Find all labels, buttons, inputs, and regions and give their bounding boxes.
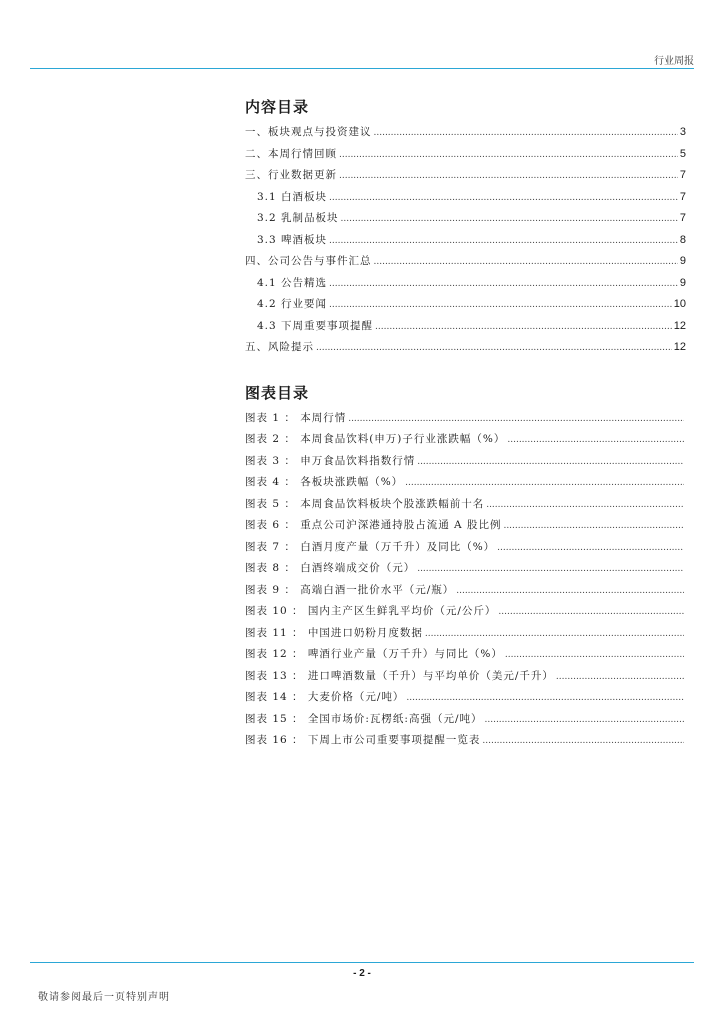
toc-entry-text: 四、公司公告与事件汇总: [245, 255, 372, 267]
figure-entry-text: 图表 15 ： 全国市场价:瓦楞纸:高强（元/吨）: [245, 712, 483, 725]
dot-leader: [556, 672, 684, 682]
toc-entry-text: 3.3 啤酒板块: [257, 233, 328, 246]
toc-title: 内容目录: [245, 98, 310, 116]
figure-entry[interactable]: [245, 646, 686, 668]
toc-entry-page: 10: [673, 298, 686, 310]
figure-entry-text: 图表 6 ： 重点公司沪深港通持股占流通 A 股比例: [245, 519, 502, 531]
figure-entry-text: 图表 14 ： 大麦价格（元/吨）: [245, 691, 405, 703]
dot-leader: [482, 736, 684, 746]
toc-entry-text: 4.1 公告精选: [257, 276, 328, 289]
dot-leader: [329, 193, 678, 203]
figure-entry[interactable]: [245, 431, 686, 453]
disclaimer: 敬请参阅最后一页特别声明: [38, 992, 170, 1003]
dot-leader: [374, 257, 678, 267]
page-number: - 2 -: [353, 968, 371, 979]
toc-entry[interactable]: [245, 146, 686, 168]
dot-leader: [316, 343, 672, 353]
figure-entry-text: 图表 5 ： 本周食品饮料板块个股涨跌幅前十名: [245, 497, 485, 510]
figure-entry[interactable]: [245, 603, 686, 625]
toc-entry[interactable]: [245, 210, 686, 232]
toc-entry-text: 一、板块观点与投资建议: [245, 126, 372, 138]
dot-leader: [497, 543, 684, 553]
figure-entry-text: 图表 4 ： 各板块涨跌幅（%）: [245, 476, 404, 488]
dot-leader: [486, 500, 684, 510]
dot-leader: [406, 693, 684, 703]
dot-leader: [417, 564, 684, 574]
toc-entry-page: 12: [673, 341, 686, 353]
dot-leader: [339, 171, 678, 181]
toc-entry[interactable]: [245, 124, 686, 146]
toc-list: [245, 124, 686, 361]
header-rule: [30, 68, 694, 69]
toc-entry-text: 3.1 白酒板块: [257, 190, 328, 203]
toc-entry[interactable]: [245, 232, 686, 254]
toc-entry[interactable]: [245, 318, 686, 340]
figure-entry-text: 图表 8 ： 白酒终端成交价（元）: [245, 562, 416, 574]
dot-leader: [425, 629, 684, 639]
toc-entry-page: 9: [679, 276, 686, 289]
figure-entry[interactable]: [245, 582, 686, 604]
figure-entry[interactable]: [245, 517, 686, 539]
toc-entry-page: 7: [679, 190, 686, 203]
toc-entry-page: 5: [679, 147, 686, 160]
dot-leader: [485, 715, 685, 725]
figures-list: [245, 410, 686, 754]
dot-leader: [507, 435, 684, 445]
figure-entry[interactable]: [245, 496, 686, 518]
figure-entry[interactable]: [245, 539, 686, 561]
toc-entry-page: 3: [679, 126, 686, 138]
toc-entry[interactable]: [245, 296, 686, 318]
toc-entry-text: 4.2 行业要闻: [257, 298, 328, 310]
toc-entry[interactable]: [245, 339, 686, 361]
figure-entry-text: 图表 3 ： 申万食品饮料指数行情: [245, 454, 416, 467]
figure-entry[interactable]: [245, 732, 686, 754]
toc-entry-text: 二、本周行情回顾: [245, 147, 337, 160]
dot-leader: [505, 650, 684, 660]
header-label: 行业周报: [654, 56, 694, 67]
toc-entry-text: 三、行业数据更新: [245, 169, 337, 181]
figure-entry-text: 图表 9 ： 高端白酒一批价水平（元/瓶）: [245, 583, 455, 596]
toc-entry-text: 4.3 下周重要事项提醒: [257, 319, 374, 332]
figure-entry[interactable]: [245, 560, 686, 582]
figure-entry[interactable]: [245, 625, 686, 647]
dot-leader: [375, 322, 672, 332]
dot-leader: [348, 414, 684, 424]
dot-leader: [329, 279, 678, 289]
figure-entry[interactable]: [245, 711, 686, 733]
dot-leader: [456, 586, 684, 596]
figures-title: 图表目录: [245, 383, 310, 402]
toc-entry-page: 12: [673, 319, 686, 332]
toc-entry-text: 3.2 乳制品板块: [257, 212, 339, 224]
dot-leader: [374, 128, 678, 138]
figure-entry-text: 图表 2 ： 本周食品饮料(申万)子行业涨跌幅（%）: [245, 433, 506, 445]
figure-entry-text: 图表 7 ： 白酒月度产量（万千升）及同比（%）: [245, 540, 496, 553]
dot-leader: [405, 478, 684, 488]
dot-leader: [329, 300, 672, 310]
toc-entry[interactable]: [245, 253, 686, 275]
dot-leader: [341, 214, 678, 224]
dot-leader: [503, 521, 684, 531]
figure-entry[interactable]: [245, 689, 686, 711]
figure-entry-text: 图表 10 ： 国内主产区生鲜乳平均价（元/公斤）: [245, 605, 497, 617]
toc-entry[interactable]: [245, 189, 686, 211]
dot-leader: [417, 457, 684, 467]
figure-entry-text: 图表 13 ： 进口啤酒数量（千升）与平均单价（美元/千升）: [245, 669, 554, 682]
figure-entry[interactable]: [245, 668, 686, 690]
figure-entry-text: 图表 16 ： 下周上市公司重要事项提醒一览表: [245, 734, 481, 746]
dot-leader: [498, 607, 684, 617]
toc-entry[interactable]: [245, 275, 686, 297]
toc-entry-page: 7: [679, 169, 686, 181]
figure-entry[interactable]: [245, 474, 686, 496]
figure-entry-text: 图表 1 ： 本周行情: [245, 411, 347, 424]
content: [245, 96, 686, 754]
dot-leader: [339, 150, 678, 160]
figure-entry[interactable]: [245, 410, 686, 432]
toc-entry-page: 9: [679, 255, 686, 267]
figure-entry-text: 图表 12 ： 啤酒行业产量（万千升）与同比（%）: [245, 648, 503, 660]
toc-entry-text: 五、风险提示: [245, 341, 314, 353]
dot-leader: [329, 236, 678, 246]
figure-entry-text: 图表 11 ： 中国进口奶粉月度数据: [245, 626, 423, 639]
toc-entry-page: 7: [679, 212, 686, 224]
footer-rule: [30, 962, 694, 963]
toc-entry[interactable]: [245, 167, 686, 189]
toc-entry-page: 8: [679, 233, 686, 246]
figure-entry[interactable]: [245, 453, 686, 475]
